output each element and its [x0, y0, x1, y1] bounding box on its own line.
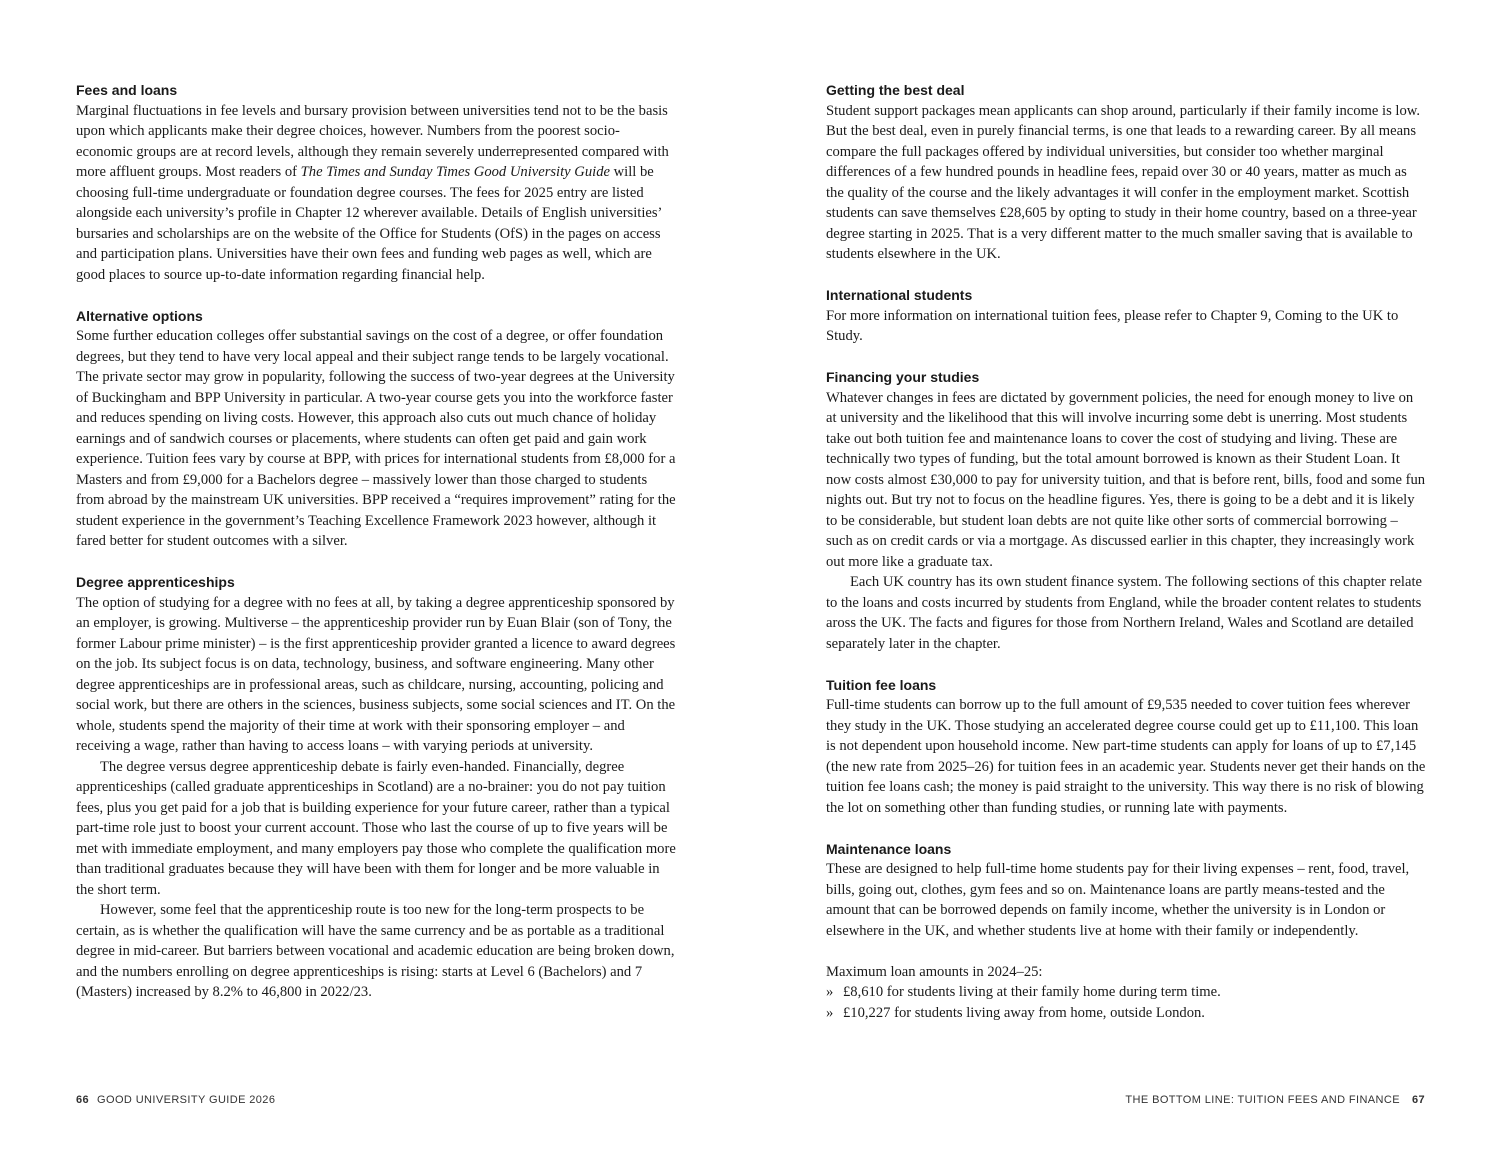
section-alternative-options	[76, 306, 676, 552]
section-tuition-fee-loans	[826, 675, 1426, 819]
paragraph: These are designed to help full-time home students pay for their living expenses – rent, food, travel, bills, going out, clothes, gym fees and so on. Maintenance loans are partly means-tested and the amount that can be borrowed depends on family income, whether the university is in London or elsewhere in the UK, and whether students live at home with their family or independently.	[826, 861, 1410, 939]
running-title: GOOD UNIVERSITY GUIDE 2026	[97, 1094, 276, 1106]
paragraph: For more information on international tuition fees, please refer to Chapter 9, Coming to the UK to Study.	[826, 307, 1399, 344]
list-intro: Maximum loan amounts in 2024–25:	[826, 963, 1043, 980]
section-degree-apprenticeships	[76, 572, 676, 1003]
paragraph: However, some feel that the apprenticeship route is too new for the long-term prospects to be certain, as is whether the qualification will have the same currency and be as portable as a traditional degree in mid-career. But barriers between vocational and academic education are being broken down, and the numbers enrolling on degree apprenticeships is rising: starts at Level 6 (Bachelors) and 7 (Masters) increased by 8.2% to 46,800 in 2022/23.	[76, 902, 675, 1000]
book-title-italic: The Times and Sunday Times Good University Guide	[300, 164, 610, 180]
section-heading: Fees and loans	[76, 82, 178, 98]
paragraph: Some further education colleges offer substantial savings on the cost of a degree, or offer foundation degrees, but they tend to have very local appeal and their subject range tends to be largely vocational. The private sector may grow in popularity, following the success of two-year degrees at the University of Buckingham and BPP University in particular. A two-year course gets you into the workforce faster and reduces spending on living costs. However, this approach also cuts out much chance of holiday earnings and of sandwich courses or placements, where students can often get paid and gain work experience. Tuition fees vary by course at BPP, with prices for international students from £8,000 for a Masters and from £9,000 for a Bachelors degree – massively lower than those charged to students from abroad by the mainstream UK universities. BPP received a “requires improvement” rating for the student experience in the government’s Teaching Excellence Framework 2023 however, although it fared better for student outcomes with a silver.	[76, 328, 676, 549]
section-international-students	[826, 285, 1426, 347]
section-getting-the-best-deal	[826, 80, 1426, 265]
paragraph: Whatever changes in fees are dictated by government policies, the need for enough money to live on at university and the likelihood that this will involve incurring some debt is unerring. Most students take out both tuition fee and maintenance loans to cover the cost of studying and living. These are technically two types of funding, but the total amount borrowed is known as their Student Loan. It now costs almost £30,000 to pay for university tuition, and that is before rent, bills, food and some fun nights out. But try not to focus on the headline figures. Yes, there is going to be a debt and it is likely to be considerable, but student loan debts are not quite like other sorts of commercial borrowing – such as on credit cards or via a mortgage. As discussed earlier in this chapter, they increasingly work out more like a graduate tax.	[826, 389, 1426, 570]
list-item-text: £8,610 for students living at their family home during term time.	[843, 984, 1221, 1000]
bullet-marker: »	[826, 1004, 834, 1021]
paragraph: Each UK country has its own student finance system. The following sections of this chapter relate to the loans and costs incurred by students from England, while the broader content relates to students aross the UK. The facts and figures for those from Northern Ireland, Wales and Scotland are detailed separately later in the chapter.	[826, 574, 1422, 652]
page-number: 67	[1411, 1094, 1425, 1106]
section-fees-and-loans	[76, 80, 676, 285]
paragraph: Full-time students can borrow up to the full amount of £9,535 needed to cover tuition fees wherever they study in the UK. Those studying an accelerated degree course could get up to £11,100. This loan is not dependent upon household income. New part-time students can apply for loans of up to £7,145 (the new rate from 2025–26) for tuition fees in an academic year. Students never get their hands on the tuition fee loans cash; the money is paid straight to the university. This way there is no risk of blowing the lot on something other than funding studies, or running late with payments.	[826, 697, 1426, 816]
section-heading: Getting the best deal	[826, 82, 965, 98]
section-heading: Maintenance loans	[826, 840, 952, 857]
section-heading: International students	[826, 287, 973, 303]
left-page-text-column	[76, 80, 676, 1023]
paragraph: The option of studying for a degree with no fees at all, by taking a degree apprenticeship sponsored by an employer, is growing. Multiverse – the apprenticeship provider run by Euan Blair (son of Tony, the former Labour prime minister) – is the first apprenticeship provider granted a licence to award degrees on the job. Its subject focus is on data, technology, business, and software engineering. Many other degree apprenticeships are in professional areas, such as childcare, nursing, accounting, policing and social work, but there are others in the sciences, business subjects, some social sciences and IT. On the whole, students spend the majority of their time at work with their sponsoring employer – and receiving a wage, rather than having to access loans – with varying periods at university.	[76, 594, 676, 754]
section-heading: Tuition fee loans	[826, 676, 937, 693]
section-maintenance-loans	[826, 839, 1426, 1024]
right-page-footer	[1125, 1094, 1425, 1106]
paragraph: Student support packages mean applicants can shop around, particularly if their family income is low. But the best deal, even in purely financial terms, is one that leads to a rewarding career. By all means compare the full packages offered by individual universities, but consider too whether marginal differences of a few hundred pounds in headline fees, repaid over 30 or 40 years, matter as much as the quality of the course and the likely advantages it will confer in the employment market. Scottish students can save themselves £28,605 by opting to study in their home country, based on a three-year degree starting in 2025. That is a very different matter to the much smaller saving that is available to students elsewhere in the UK.	[826, 102, 1420, 262]
section-heading: Financing your studies	[826, 369, 980, 385]
bullet-list	[826, 982, 1426, 1023]
left-page-footer	[76, 1094, 275, 1106]
paragraph	[76, 101, 676, 286]
section-heading: Alternative options	[76, 307, 203, 324]
text-run: Marginal fluctuations in fee levels and bursary provision between universities tend not to be the basis upon which applicants make their degree choices, however. Numbers from the poorest socio-economic groups are at record levels, although they remain severely underrepresented compared with more affluent groups. Most readers of	[76, 102, 669, 180]
right-page-text-column	[826, 80, 1426, 1044]
list-item	[826, 982, 1426, 1003]
page-number: 66	[76, 1094, 90, 1106]
section-financing-your-studies	[826, 367, 1426, 654]
text-run: will be choosing full-time undergraduate or foundation degree courses. The fees for 2025 entry are listed alongside each university’s profile in Chapter 12 wherever available. Details of English universities’ bursaries and scholarships are on the website of the Office for Students (OfS) in the pages on access and participation plans. Universities have their own fees and funding web pages as well, which are good places to source up-to-date information regarding financial help.	[76, 164, 662, 283]
section-heading: Degree apprenticeships	[76, 574, 235, 590]
running-title: THE BOTTOM LINE: TUITION FEES AND FINANCE	[1125, 1094, 1400, 1106]
list-item-text: £10,227 for students living away from home, outside London.	[843, 1004, 1205, 1021]
bullet-marker: »	[826, 984, 834, 1000]
list-item	[826, 1003, 1426, 1024]
paragraph: The degree versus degree apprenticeship debate is fairly even-handed. Financially, degree apprenticeships (called graduate apprenticeships in Scotland) are a no-brainer: you do not pay tuition fees, plus you get paid for a job that is building experience for your future career, rather than a typical part-time role just to boost your current account. Those who last the course of up to five years will be met with immediate employment, and many employers pay those who complete the qualification more than traditional graduates because they will have been with them for longer and be more valuable in the short term.	[76, 758, 676, 898]
